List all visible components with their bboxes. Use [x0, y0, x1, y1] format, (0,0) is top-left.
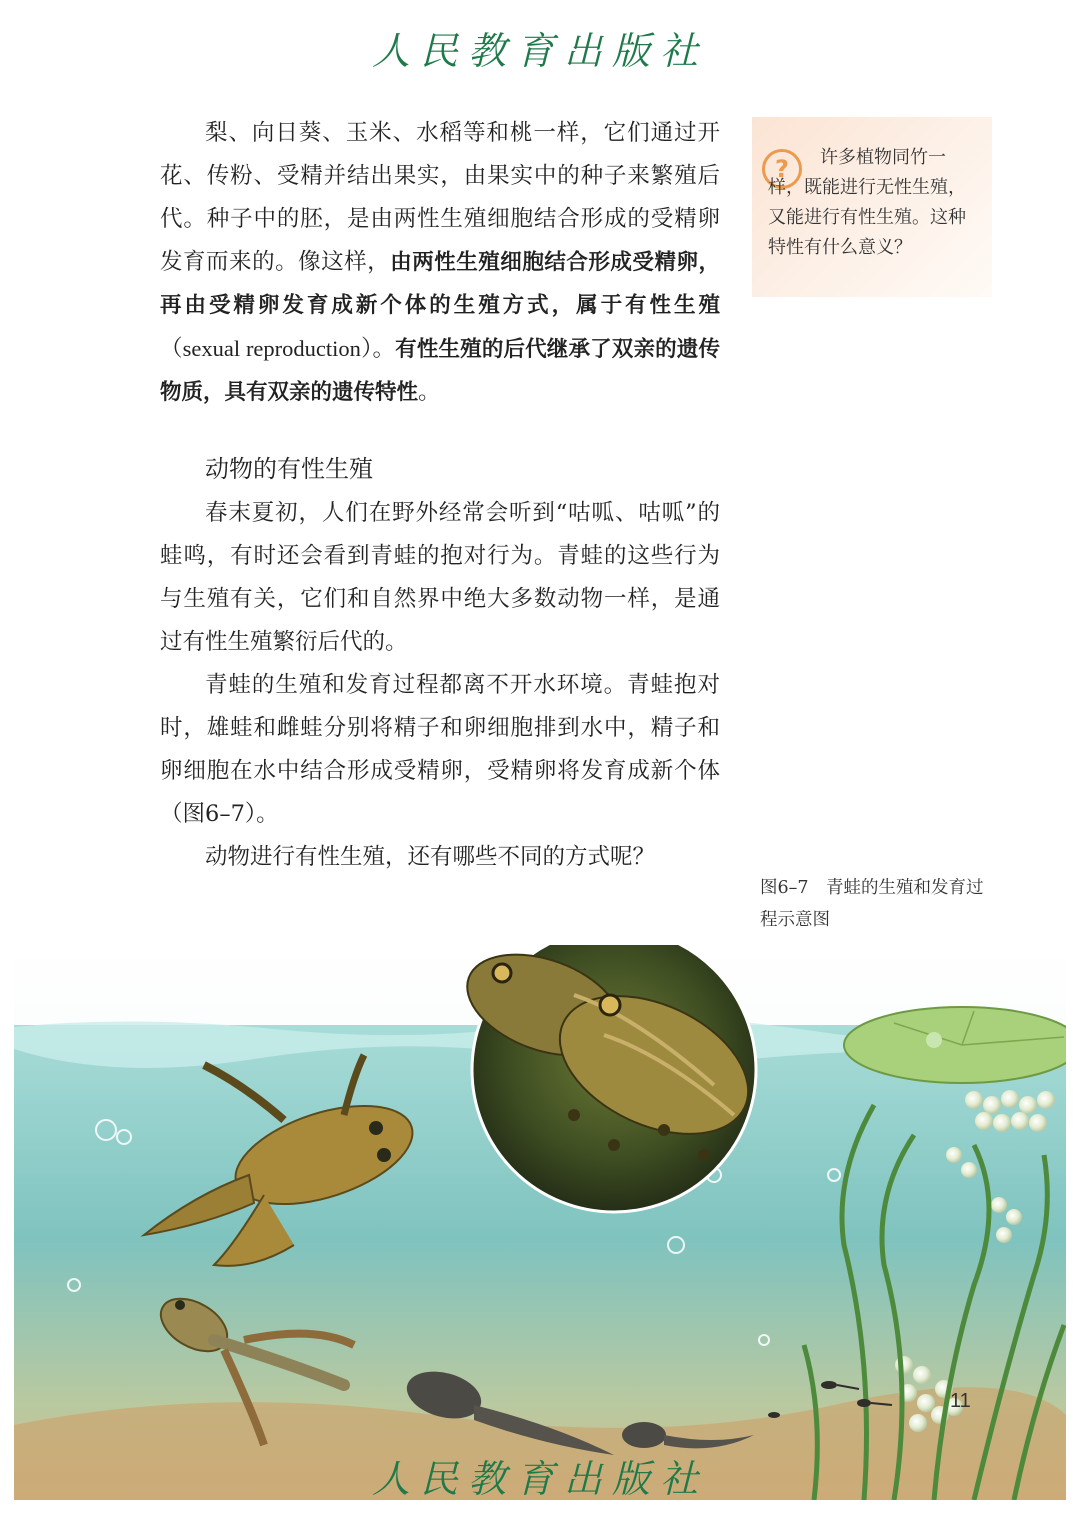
paragraph-question: 动物进行有性生殖，还有哪些不同的方式呢？: [205, 844, 656, 870]
frog-lifecycle-illustration: [14, 945, 1066, 1500]
publisher-footer: 人民教育出版社: [371, 1457, 708, 1501]
figure-caption: 图6–7 青蛙的生殖和发育过程示意图: [760, 878, 984, 930]
sidebar-question-text: 许多植物同竹一样，既能进行无性生殖，又能进行有性生殖。这种特性有什么意义？: [768, 147, 966, 258]
heredity-bold: 有性生殖的后代继承了双亲的遗传物质，具有双亲的遗传特性: [160, 337, 720, 405]
page-number: 11: [950, 1390, 971, 1412]
para1-text: 梨、向日葵、玉米、水稻等和桃一样，它们通过开花、传粉、受精并结出果实，由果实中的种子来繁殖后代。种子中的胚，是由两性生殖细胞结合形成的受精卵发育而来的。像这样，: [160, 120, 720, 275]
paragraph-sexual-reproduction: [160, 112, 720, 414]
para1-end: 。: [418, 379, 441, 405]
definition-bold: 由两性生殖细胞结合形成受精卵，再由受精卵发育成新个体的生殖方式，属于有性生殖: [160, 250, 720, 318]
paragraph-frog-calls: 春末夏初，人们在野外经常会听到“咕呱、咕呱”的蛙鸣，有时还会看到青蛙的抱对行为。青蛙的这些行为与生殖有关，它们和自然界中绝大多数动物一样，是通过有性生殖繁衍后代的。: [160, 500, 720, 655]
lily-pad: [844, 1007, 1066, 1083]
term-open: （: [160, 336, 183, 362]
section-heading: 动物的有性生殖: [205, 455, 373, 483]
term-close: ）。: [360, 336, 396, 362]
paragraphs-frog: [160, 492, 720, 879]
paragraph-frog-water: 青蛙的生殖和发育过程都离不开水环境。青蛙抱对时，雄蛙和雌蛙分别将精子和卵细胞排到水中，精子和卵细胞在水中结合形成受精卵，受精卵将发育成新个体（图6–7）。: [160, 672, 720, 827]
publisher-header: 人民教育出版社: [371, 29, 708, 73]
term-english: sexual reproduction: [182, 336, 361, 361]
sidebar-question-box: [752, 117, 992, 297]
question-mark-icon: ?: [762, 149, 802, 189]
